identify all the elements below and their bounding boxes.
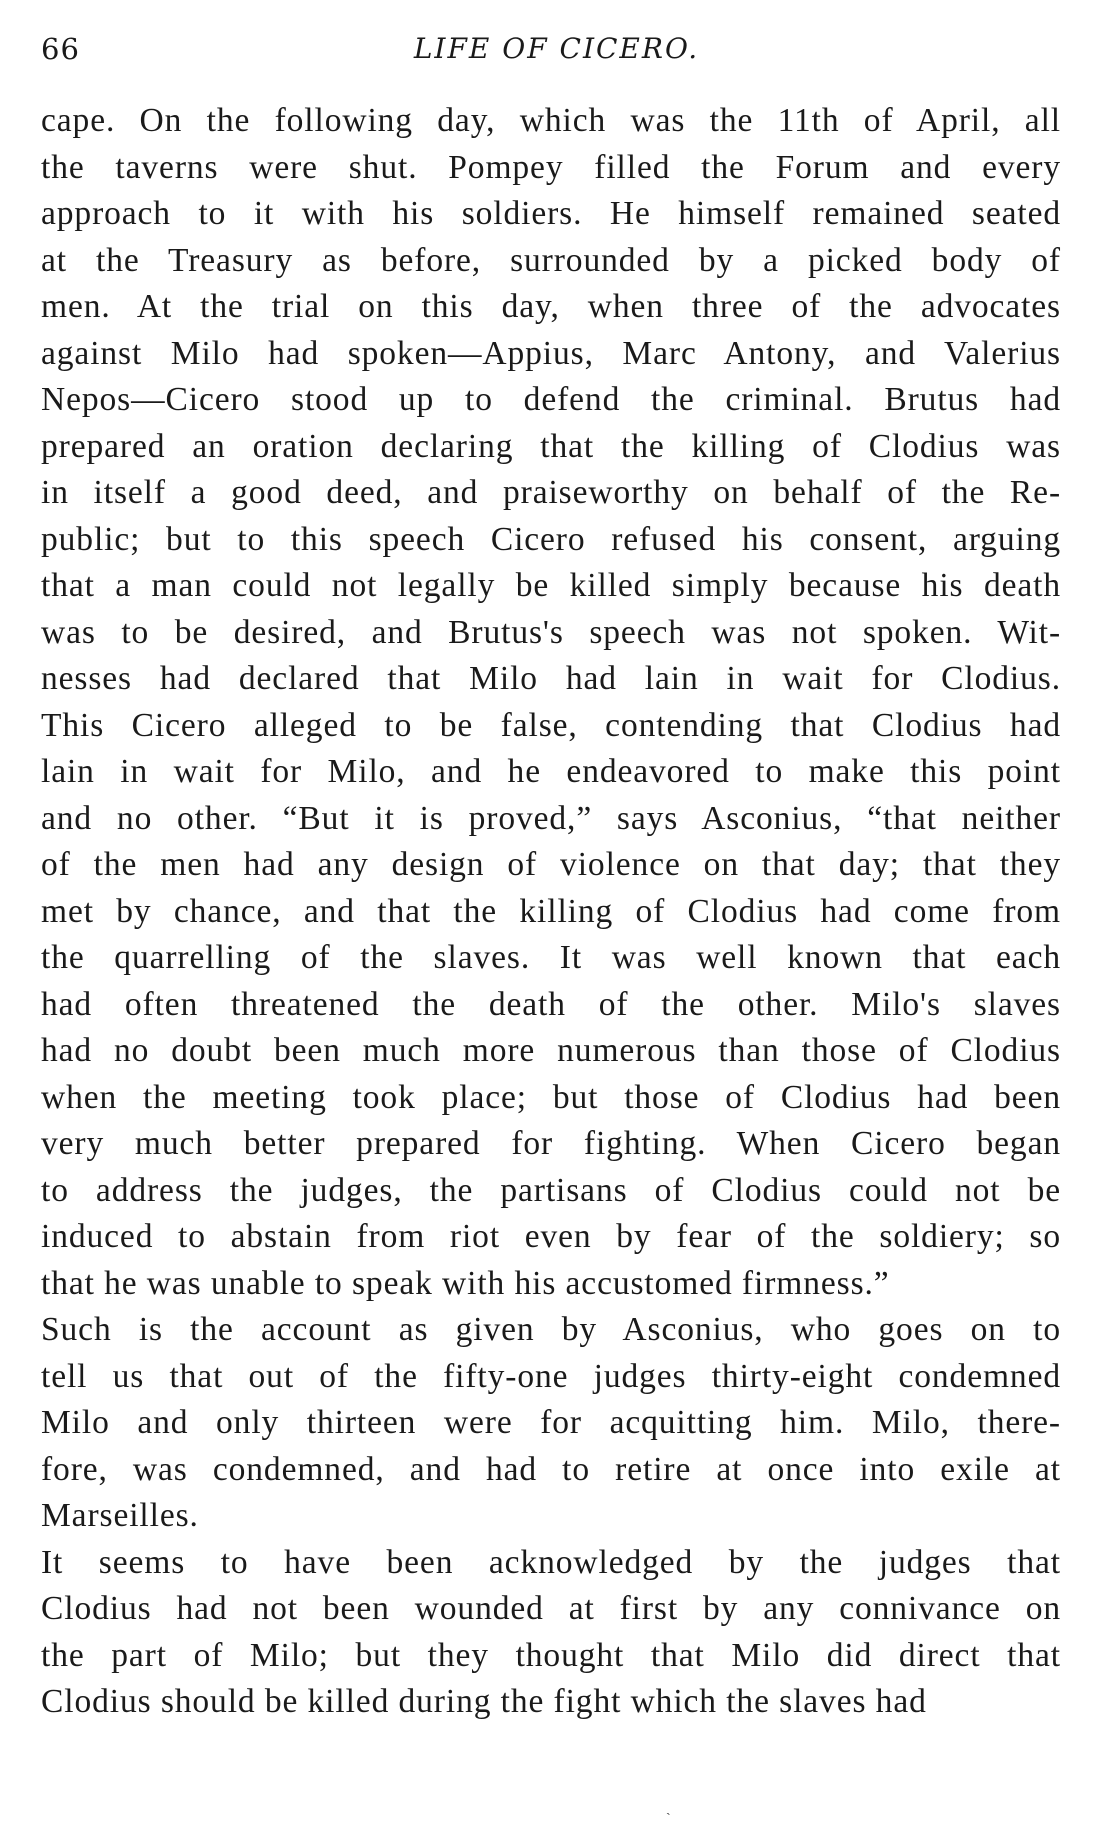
text-line: Clodius should be killed during the fight which the slaves had bbox=[41, 1683, 927, 1720]
text-line: very much better prepared for fighting. When Cicero began bbox=[41, 1125, 1061, 1162]
text-line: that he was unable to speak with his accustomed firmness.” bbox=[41, 1264, 890, 1302]
text-line: It seems to have been acknowledged by the judges that bbox=[41, 1543, 1061, 1581]
paragraph bbox=[41, 98, 1061, 1307]
text-line: approach to it with his soldiers. He himself remained seated bbox=[41, 195, 1061, 232]
text-line: Such is the account as given by Asconius, who goes on to bbox=[41, 1311, 1061, 1348]
text-line: at the Treasury as before, surrounded by a picked body of bbox=[41, 241, 1061, 279]
text-line: lain in wait for Milo, and he endeavored to make this point bbox=[41, 753, 1061, 790]
text-line: tell us that out of the fifty-one judges thirty-eight condemned bbox=[41, 1357, 1061, 1395]
text-line: public; but to this speech Cicero refused his consent, arguing bbox=[41, 520, 1061, 558]
text-line: when the meeting took place; but those of Clodius had been bbox=[41, 1078, 1061, 1116]
text-line: the taverns were shut. Pompey filled the Forum and every bbox=[41, 148, 1061, 186]
paragraph bbox=[41, 1540, 1061, 1726]
text-line: had often threatened the death of the other. Milo's slaves bbox=[41, 985, 1061, 1023]
text-line: men. At the trial on this day, when three of the advocates bbox=[41, 288, 1061, 325]
text-line: cape. On the following day, which was the 11th of April, all bbox=[41, 102, 1061, 139]
text-line: had no doubt been much more numerous than those of Clodius bbox=[41, 1032, 1061, 1069]
text-line: Clodius had not been wounded at first by any connivance on bbox=[41, 1590, 1061, 1627]
text-line: This Cicero alleged to be false, contending that Clodius had bbox=[41, 706, 1061, 744]
text-line: nesses had declared that Milo had lain in wait for Clodius. bbox=[41, 660, 1061, 697]
text-line: fore, was condemned, and had to retire at once into exile at bbox=[41, 1450, 1061, 1488]
text-line: induced to abstain from riot even by fear of the soldiery; so bbox=[41, 1218, 1061, 1255]
text-line: to address the judges, the partisans of Clodius could not be bbox=[41, 1171, 1061, 1209]
signature-mark: ˎ bbox=[666, 1800, 671, 1816]
text-line: met by chance, and that the killing of Clodius had come from bbox=[41, 892, 1061, 930]
paragraph bbox=[41, 1307, 1061, 1540]
page-number: 66 bbox=[41, 32, 80, 66]
body-text bbox=[41, 98, 1061, 1726]
text-line: the part of Milo; but they thought that Milo did direct that bbox=[41, 1636, 1061, 1674]
text-line: and no other. “But it is proved,” says Asconius, “that neither bbox=[41, 799, 1061, 837]
text-line: against Milo had spoken—Appius, Marc Antony, and Valerius bbox=[41, 334, 1061, 372]
text-line: Milo and only thirteen were for acquitting him. Milo, there- bbox=[41, 1404, 1061, 1441]
text-line: prepared an oration declaring that the killing of Clodius was bbox=[41, 427, 1061, 465]
text-line: in itself a good deed, and praiseworthy on behalf of the Re- bbox=[41, 474, 1061, 511]
text-line: that a man could not legally be killed simply because his death bbox=[41, 567, 1061, 604]
text-line: of the men had any design of violence on that day; that they bbox=[41, 846, 1061, 883]
running-title: LIFE OF CICERO. bbox=[413, 32, 700, 65]
text-line: Marseilles. bbox=[41, 1497, 199, 1534]
text-line: Nepos—Cicero stood up to defend the criminal. Brutus had bbox=[41, 381, 1061, 418]
text-line: the quarrelling of the slaves. It was well known that each bbox=[41, 939, 1061, 976]
text-line: was to be desired, and Brutus's speech was not spoken. Wit- bbox=[41, 613, 1061, 651]
